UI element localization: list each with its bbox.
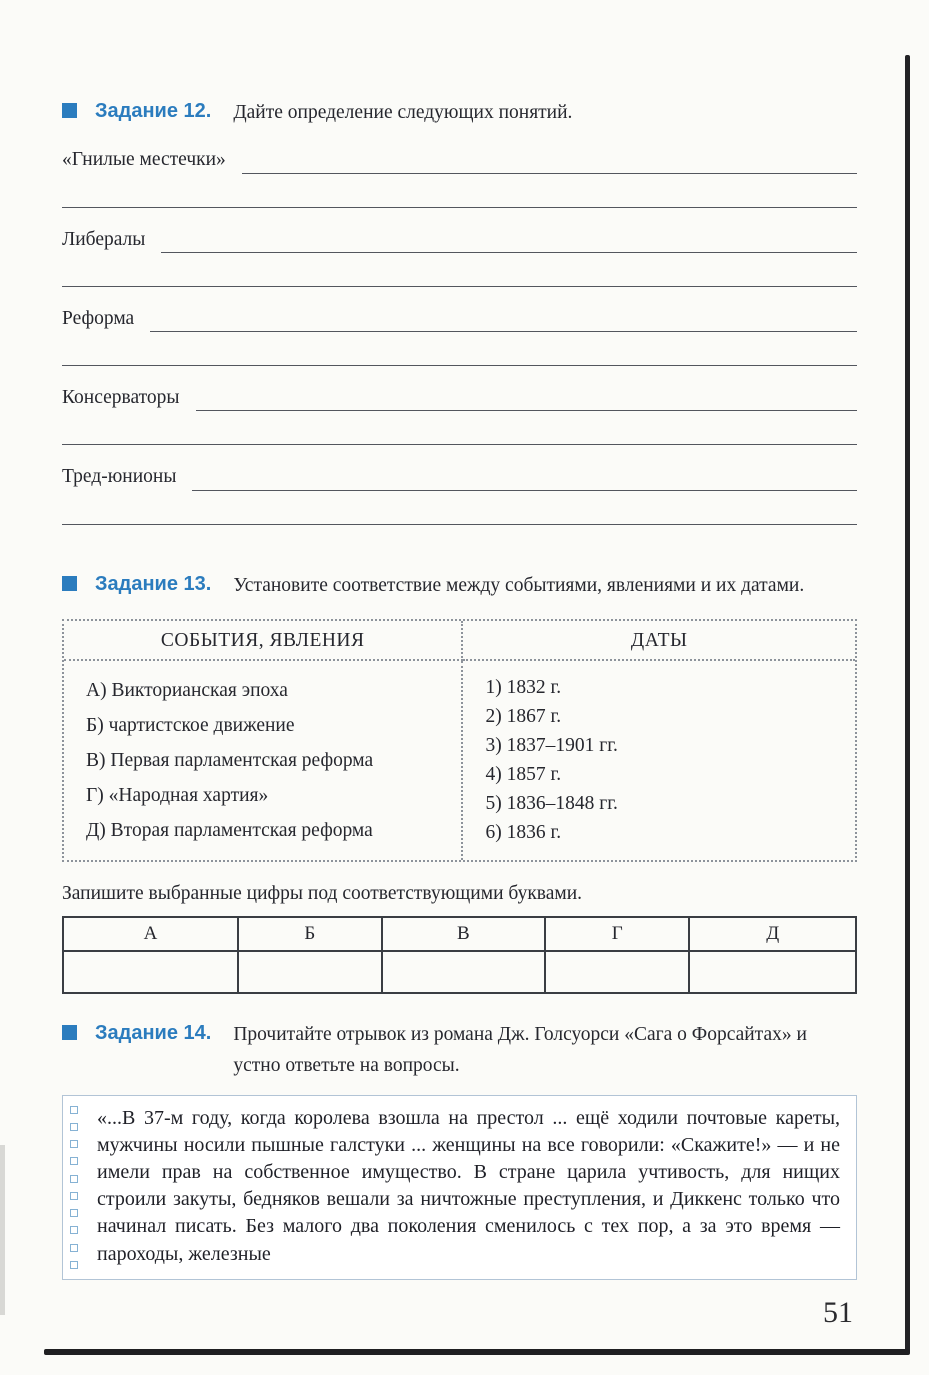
task13-section: [62, 571, 857, 995]
answer-instruction: Запишите выбранные цифры под соответствующими буквами.: [62, 883, 583, 904]
date-item: 5) 1836–1848 гг.: [485, 793, 618, 814]
write-line: [62, 286, 857, 287]
event-item: Д) Вторая парламентская реформа: [86, 820, 373, 841]
task14-header: [62, 1020, 857, 1080]
task12-instruction: Дайте определение следующих понятий.: [233, 102, 573, 123]
answer-table-header-row: [63, 917, 856, 951]
task13-label: Задание 13.: [95, 572, 212, 595]
task13-header: [62, 571, 857, 601]
term-label: Консерваторы: [62, 387, 180, 409]
scan-smudge: [0, 1145, 5, 1315]
task12-terms: [62, 147, 857, 525]
write-line: [62, 365, 857, 366]
dates-list: [463, 661, 855, 860]
answer-header-cell: Д: [689, 917, 856, 951]
event-item: А) Викторианская эпоха: [86, 680, 288, 701]
write-line: [242, 149, 857, 173]
task14-instruction: Прочитайте отрывок из романа Дж. Голсуорси «Сага о Форсайтах» и устно ответьте на вопросы.: [233, 1024, 807, 1076]
date-item: 2) 1867 г.: [485, 706, 562, 727]
write-line: [150, 308, 857, 332]
answer-cell: [545, 951, 689, 993]
term-row: [62, 464, 857, 490]
date-item: 1) 1832 г.: [485, 677, 562, 698]
answer-header-cell: Г: [545, 917, 689, 951]
task-marker-square-icon: [62, 1025, 77, 1040]
answer-cell: [382, 951, 545, 993]
term-label: Тред-юнионы: [62, 466, 177, 488]
events-list: [64, 661, 463, 860]
page-edge-shadow-bottom: [44, 1349, 910, 1355]
term-row: [62, 385, 857, 411]
term-label: Реформа: [62, 307, 135, 329]
write-line: [62, 524, 857, 525]
events-column-header: СОБЫТИЯ, ЯВЛЕНИЯ: [64, 621, 463, 661]
event-item: В) Первая парламентская реформа: [86, 750, 374, 771]
matching-table-body-row: [64, 661, 855, 860]
task12-label: Задание 12.: [95, 100, 212, 122]
excerpt-border-squares-icon: [70, 1106, 78, 1269]
task13-instruction: Установите соответствие между событиями, явлениями и их датами.: [233, 574, 805, 596]
term-label: Либералы: [62, 228, 146, 250]
task12-header: [62, 98, 857, 128]
task-marker-square-icon: [62, 576, 77, 591]
event-item: Б) чартистское движение: [86, 715, 295, 736]
date-item: 4) 1857 г.: [485, 764, 562, 785]
matching-table-header-row: [64, 621, 855, 661]
answer-table: [62, 916, 857, 994]
answer-cell: [238, 951, 382, 993]
answer-cell: [689, 951, 856, 993]
write-line: [161, 228, 857, 252]
task14-label: Задание 14.: [95, 1022, 212, 1045]
term-label: «Гнилые местечки»: [62, 149, 226, 171]
event-item: Г) «Народная хартия»: [86, 785, 269, 806]
write-line: [62, 207, 857, 208]
term-row: [62, 147, 857, 173]
answer-table-value-row: [63, 951, 856, 993]
term-row: [62, 227, 857, 253]
answer-header-cell: В: [382, 917, 545, 951]
dates-column-header: ДАТЫ: [463, 621, 855, 661]
write-line: [62, 444, 857, 445]
answer-cell: [63, 951, 238, 993]
date-item: 3) 1837–1901 гг.: [485, 735, 618, 756]
answer-header-cell: А: [63, 917, 238, 951]
write-line: [192, 466, 857, 490]
page-number: 51: [823, 1296, 853, 1329]
task-marker-square-icon: [62, 103, 77, 118]
excerpt-box: [62, 1095, 857, 1280]
date-item: 6) 1836 г.: [485, 822, 562, 843]
term-row: [62, 306, 857, 332]
task14-section: [62, 1020, 857, 1280]
matching-table: [62, 619, 857, 862]
answer-header-cell: Б: [238, 917, 382, 951]
write-line: [196, 387, 858, 411]
excerpt-text: «...В 37-м году, когда королева взошла на престол ... ещё ходили почтовые кареты, мужчины носили пышные галстуки ... женщины на все говорили: «Скажите!» — и не имели прав на собственное имущество. В стране царила учтивость, для нищих строили закуты, бедняков вешали за ничтожные преступления, и Диккенс только что начинал писать. Без малого два поколения сменилось с тех пор, а за это время — пароходы, железные: [97, 1106, 840, 1265]
page-edge-shadow-right: [905, 55, 910, 1353]
